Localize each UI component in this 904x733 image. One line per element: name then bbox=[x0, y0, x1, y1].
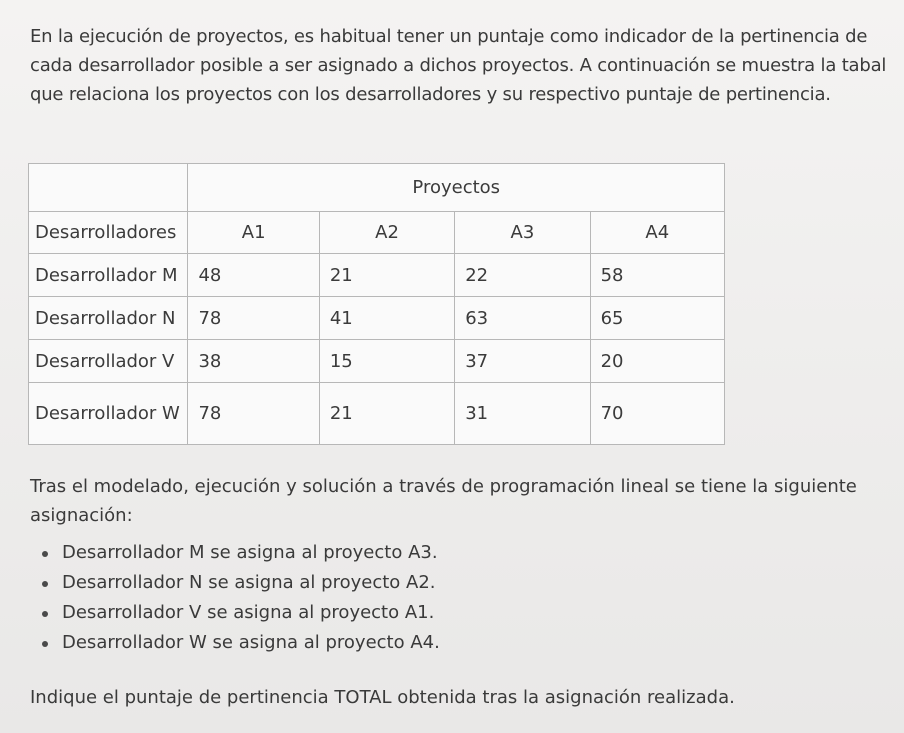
table-cell: 21 bbox=[319, 254, 454, 297]
bullet-icon bbox=[42, 581, 48, 587]
table-row bbox=[29, 383, 725, 445]
table-cell: 37 bbox=[455, 340, 590, 383]
table-column-header-row bbox=[29, 212, 725, 254]
table-corner-cell bbox=[29, 164, 188, 212]
row-header-developer-m: Desarrollador M bbox=[29, 254, 188, 297]
column-header-a3: A3 bbox=[455, 212, 590, 254]
row-header-developer-n: Desarrollador N bbox=[29, 297, 188, 340]
table-cell: 63 bbox=[455, 297, 590, 340]
assignment-list bbox=[30, 538, 440, 658]
table-cell: 78 bbox=[188, 297, 319, 340]
row-header-developer-v: Desarrollador V bbox=[29, 340, 188, 383]
table-cell: 70 bbox=[590, 383, 724, 445]
table-row bbox=[29, 340, 725, 383]
list-item bbox=[30, 538, 440, 568]
projects-group-header: Proyectos bbox=[188, 164, 725, 212]
table-cell: 41 bbox=[319, 297, 454, 340]
column-header-a2: A2 bbox=[319, 212, 454, 254]
column-header-a4: A4 bbox=[590, 212, 724, 254]
bullet-icon bbox=[42, 611, 48, 617]
list-item bbox=[30, 628, 440, 658]
table-cell: 38 bbox=[188, 340, 319, 383]
bullet-icon bbox=[42, 551, 48, 557]
table-row bbox=[29, 254, 725, 297]
question-text: Indique el puntaje de pertinencia TOTAL obtenida tras la asignación realizada. bbox=[30, 687, 735, 708]
table-group-header-row bbox=[29, 164, 725, 212]
table-cell: 15 bbox=[319, 340, 454, 383]
table-cell: 21 bbox=[319, 383, 454, 445]
table-cell: 20 bbox=[590, 340, 724, 383]
intro-paragraph: En la ejecución de proyectos, es habitual tener un puntaje como indicador de la pertinencia de cada desarrollador posible a ser asignado a dichos proyectos. A continuación se muestra la tabal que relaciona los proyectos con los desarrolladores y su respectivo puntaje de pertinencia. bbox=[30, 26, 887, 105]
column-header-a1: A1 bbox=[188, 212, 319, 254]
assignment-text: Desarrollador M se asigna al proyecto A3. bbox=[62, 542, 438, 563]
pertinence-table bbox=[28, 163, 725, 445]
bullet-icon bbox=[42, 641, 48, 647]
assignment-text: Desarrollador W se asigna al proyecto A4. bbox=[62, 632, 440, 653]
assignment-text: Desarrollador V se asigna al proyecto A1. bbox=[62, 602, 435, 623]
table-cell: 31 bbox=[455, 383, 590, 445]
list-item bbox=[30, 568, 440, 598]
developers-header: Desarrolladores bbox=[29, 212, 188, 254]
assignment-intro: Tras el modelado, ejecución y solución a través de programación lineal se tiene la siguiente asignación: bbox=[30, 476, 857, 526]
table-cell: 48 bbox=[188, 254, 319, 297]
table-cell: 65 bbox=[590, 297, 724, 340]
list-item bbox=[30, 598, 440, 628]
row-header-developer-w: Desarrollador W bbox=[29, 383, 188, 445]
table-cell: 78 bbox=[188, 383, 319, 445]
table-cell: 22 bbox=[455, 254, 590, 297]
table-cell: 58 bbox=[590, 254, 724, 297]
table-row bbox=[29, 297, 725, 340]
assignment-text: Desarrollador N se asigna al proyecto A2. bbox=[62, 572, 436, 593]
